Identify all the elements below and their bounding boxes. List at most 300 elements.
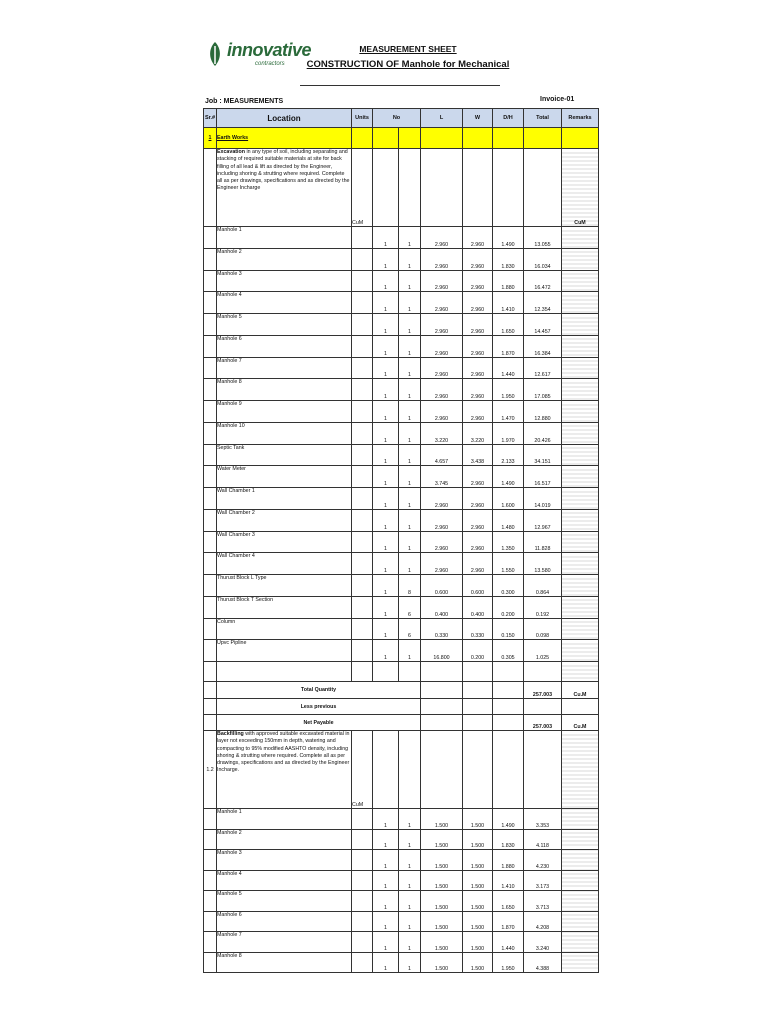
table-row [204, 891, 599, 912]
total-cell: 14.019 [524, 488, 562, 510]
total-cell: 16.384 [524, 335, 562, 357]
width-cell: 1.500 [463, 870, 493, 891]
depth-cell: 1.950 [493, 952, 524, 973]
width-cell: 2.960 [463, 553, 493, 575]
empty-cell [524, 662, 562, 682]
remarks-cell [562, 662, 599, 682]
no-cell: 1 [399, 809, 421, 830]
col-location: Location [217, 109, 352, 128]
length-cell: 1.500 [421, 932, 463, 953]
total-cell: 3.713 [524, 891, 562, 912]
sr-cell [204, 444, 217, 466]
remarks-cell [562, 575, 599, 597]
empty-cell [399, 662, 421, 682]
no-cell: 8 [399, 575, 421, 597]
col-total: Total [524, 109, 562, 128]
depth-cell: 1.650 [493, 314, 524, 336]
no-cell: 1 [399, 314, 421, 336]
empty-cell [463, 731, 493, 809]
remarks-cell [562, 618, 599, 640]
length-cell: 0.400 [421, 596, 463, 618]
width-cell: 1.500 [463, 932, 493, 953]
company-logo [205, 40, 312, 76]
depth-cell: 1.550 [493, 553, 524, 575]
length-cell: 2.960 [421, 335, 463, 357]
width-cell: 3.438 [463, 444, 493, 466]
width-cell: 1.500 [463, 829, 493, 850]
length-cell: 2.960 [421, 357, 463, 379]
depth-cell: 1.880 [493, 850, 524, 871]
table-row [204, 575, 599, 597]
table-row [204, 850, 599, 871]
location-cell: Wall Chamber 3 [217, 531, 352, 553]
table-row [204, 270, 599, 292]
location-cell: Manhole 2 [217, 248, 352, 270]
sr-cell [204, 870, 217, 891]
empty-cell [204, 662, 217, 682]
unit-cell [352, 531, 373, 553]
section-number: 1 [204, 128, 217, 149]
sr-cell [204, 596, 217, 618]
remarks-cell [562, 422, 599, 444]
length-cell: 1.500 [421, 809, 463, 830]
total-cell: 16.517 [524, 466, 562, 488]
sr-cell [204, 335, 217, 357]
sr-cell [204, 850, 217, 871]
length-cell: 2.960 [421, 248, 463, 270]
length-cell: 2.960 [421, 270, 463, 292]
depth-cell: 1.410 [493, 292, 524, 314]
unit-cell [352, 809, 373, 830]
sr-cell [204, 699, 217, 715]
empty-cell [493, 715, 524, 731]
total-cell: 4.118 [524, 829, 562, 850]
location-cell: Manhole 4 [217, 292, 352, 314]
unit-cell [352, 829, 373, 850]
remarks-cell [562, 292, 599, 314]
depth-cell: 1.440 [493, 357, 524, 379]
sr-cell [204, 932, 217, 953]
multiplier-cell: 1 [373, 292, 399, 314]
less-previous-row-label: Less previous [217, 699, 421, 715]
width-cell: 1.500 [463, 850, 493, 871]
unit-cell [352, 248, 373, 270]
table-row [204, 401, 599, 423]
logo-subtitle: contractors [255, 61, 285, 67]
width-cell: 2.960 [463, 466, 493, 488]
location-cell: Water Meter [217, 466, 352, 488]
total-cell: 12.617 [524, 357, 562, 379]
col-sr: Sr.# [204, 109, 217, 128]
net-payable-row-unit: Cu.M [562, 715, 599, 731]
total-cell: 12.354 [524, 292, 562, 314]
remarks-cell [562, 891, 599, 912]
location-cell: Manhole 8 [217, 379, 352, 401]
empty-cell [421, 715, 463, 731]
location-cell: Manhole 10 [217, 422, 352, 444]
depth-cell: 1.440 [493, 932, 524, 953]
remarks-cell [562, 379, 599, 401]
length-cell: 0.600 [421, 575, 463, 597]
table-row [204, 379, 599, 401]
remarks-cell [562, 596, 599, 618]
remarks-cell [562, 952, 599, 973]
length-cell: 2.960 [421, 379, 463, 401]
unit-cell [352, 891, 373, 912]
length-cell: 2.960 [421, 292, 463, 314]
table-row [204, 422, 599, 444]
empty-cell [399, 731, 421, 809]
unit-cell [352, 314, 373, 336]
remarks-cell [562, 128, 599, 149]
remarks-cell [562, 335, 599, 357]
multiplier-cell: 1 [373, 335, 399, 357]
remarks-cell [562, 640, 599, 662]
remarks-cell [562, 357, 599, 379]
depth-cell: 0.200 [493, 596, 524, 618]
multiplier-cell: 1 [373, 248, 399, 270]
total-quantity-row-value: 257.003 [524, 682, 562, 699]
location-cell: Septic Tank [217, 444, 352, 466]
location-cell: Thurust Block L Type [217, 575, 352, 597]
no-cell: 1 [399, 270, 421, 292]
remarks-cell [562, 809, 599, 830]
table-row [204, 292, 599, 314]
sr-cell [204, 227, 217, 249]
multiplier-cell: 1 [373, 401, 399, 423]
width-cell: 2.960 [463, 227, 493, 249]
remarks-cell [562, 531, 599, 553]
location-cell: Manhole 6 [217, 911, 352, 932]
no-cell: 1 [399, 357, 421, 379]
multiplier-cell: 1 [373, 829, 399, 850]
table-row [204, 444, 599, 466]
col-w: W [463, 109, 493, 128]
depth-cell: 1.650 [493, 891, 524, 912]
sr-cell [204, 314, 217, 336]
multiplier-cell: 1 [373, 357, 399, 379]
table-row [204, 531, 599, 553]
width-cell: 1.500 [463, 809, 493, 830]
width-cell: 0.200 [463, 640, 493, 662]
table-row [204, 466, 599, 488]
no-cell: 1 [399, 379, 421, 401]
empty-cell [463, 699, 493, 715]
depth-cell: 1.470 [493, 401, 524, 423]
length-cell: 16.800 [421, 640, 463, 662]
sheet-subtitle: CONSTRUCTION OF Manhole for Mechanical [306, 59, 510, 70]
remarks-cell [562, 444, 599, 466]
no-cell: 1 [399, 870, 421, 891]
depth-cell: 1.490 [493, 809, 524, 830]
depth-cell: 1.970 [493, 422, 524, 444]
empty-cell [421, 731, 463, 809]
sr-cell [204, 715, 217, 731]
sr-cell [204, 488, 217, 510]
length-cell: 0.330 [421, 618, 463, 640]
excavation-description: Excavation in any type of soil, including separating and stacking of required suitable materials at site for back filling of all lead & lift as directed by the Engineer, including shoring & strutting where required. Complete all as per drawings, specifications and as directed by the Engineer Incharge [217, 149, 352, 227]
location-cell: Manhole 5 [217, 314, 352, 336]
total-cell: 12.967 [524, 509, 562, 531]
total-cell: 4.230 [524, 850, 562, 871]
length-cell: 3.220 [421, 422, 463, 444]
total-cell: 17.085 [524, 379, 562, 401]
depth-cell: 1.830 [493, 248, 524, 270]
multiplier-cell: 1 [373, 640, 399, 662]
multiplier-cell: 1 [373, 932, 399, 953]
total-cell: 0.192 [524, 596, 562, 618]
multiplier-cell: 1 [373, 891, 399, 912]
depth-cell: 1.600 [493, 488, 524, 510]
multiplier-cell: 1 [373, 575, 399, 597]
length-cell: 1.500 [421, 870, 463, 891]
logo-wordmark: innovative [227, 40, 312, 60]
unit-cell [352, 870, 373, 891]
total-quantity-row-label: Total Quantity [217, 682, 421, 699]
empty-cell [493, 699, 524, 715]
backfilling-description-row [204, 731, 599, 809]
location-cell: Manhole 7 [217, 932, 352, 953]
multiplier-cell: 1 [373, 618, 399, 640]
sr-cell [204, 891, 217, 912]
unit-cell [352, 466, 373, 488]
sr-cell [204, 401, 217, 423]
length-cell: 2.960 [421, 314, 463, 336]
total-cell: 4.208 [524, 911, 562, 932]
no-cell: 1 [399, 466, 421, 488]
logo-leaf-icon [205, 40, 225, 68]
unit-cell [352, 422, 373, 444]
sr-cell [204, 248, 217, 270]
unit-cell [352, 952, 373, 973]
remarks-cell [562, 248, 599, 270]
total-cell: 3.353 [524, 809, 562, 830]
multiplier-cell: 1 [373, 227, 399, 249]
title-divider [300, 85, 500, 86]
total-cell: 34.151 [524, 444, 562, 466]
net-payable-row-label: Net Payable [217, 715, 421, 731]
location-cell: Manhole 2 [217, 829, 352, 850]
remarks-cell [562, 509, 599, 531]
width-cell: 2.960 [463, 357, 493, 379]
unit-cell [352, 292, 373, 314]
location-cell: Manhole 6 [217, 335, 352, 357]
multiplier-cell: 1 [373, 952, 399, 973]
width-cell: 3.220 [463, 422, 493, 444]
location-cell: Wall Chamber 4 [217, 553, 352, 575]
no-cell: 1 [399, 509, 421, 531]
empty-cell [421, 682, 463, 699]
depth-cell: 2.133 [493, 444, 524, 466]
no-cell: 1 [399, 932, 421, 953]
empty-cell [352, 662, 373, 682]
width-cell: 1.500 [463, 911, 493, 932]
sr-cell [204, 952, 217, 973]
remarks-cell [562, 911, 599, 932]
unit-cell [352, 335, 373, 357]
width-cell: 0.330 [463, 618, 493, 640]
depth-cell: 0.300 [493, 575, 524, 597]
table-row [204, 911, 599, 932]
empty-cell [524, 731, 562, 809]
unit-cell [352, 553, 373, 575]
depth-cell: 1.880 [493, 270, 524, 292]
no-cell: 1 [399, 335, 421, 357]
width-cell: 2.960 [463, 314, 493, 336]
section-title: Earth Works [217, 128, 352, 149]
table-row [204, 829, 599, 850]
total-cell: 20.426 [524, 422, 562, 444]
unit-cell [352, 270, 373, 292]
remarks-cell [562, 401, 599, 423]
remarks-cell [562, 466, 599, 488]
total-cell: 12.880 [524, 401, 562, 423]
unit-cell [352, 596, 373, 618]
section-earth-works [204, 128, 599, 149]
unit-cell [352, 227, 373, 249]
depth-cell: 1.950 [493, 379, 524, 401]
col-no: No [373, 109, 421, 128]
width-cell: 2.960 [463, 292, 493, 314]
location-cell: Wall Chamber 2 [217, 509, 352, 531]
width-cell: 2.960 [463, 509, 493, 531]
col-units: Units [352, 109, 373, 128]
multiplier-cell: 1 [373, 850, 399, 871]
no-cell: 1 [399, 640, 421, 662]
unit-cell [352, 401, 373, 423]
remarks-cell [562, 850, 599, 871]
unit-cell [352, 911, 373, 932]
length-cell: 1.500 [421, 952, 463, 973]
no-cell: 6 [399, 596, 421, 618]
empty-cell [421, 699, 463, 715]
length-cell: 1.500 [421, 829, 463, 850]
sr-cell [204, 553, 217, 575]
length-cell: 2.960 [421, 488, 463, 510]
remarks-cell [562, 553, 599, 575]
location-cell: Manhole 3 [217, 850, 352, 871]
sr-cell [204, 422, 217, 444]
sr-cell [204, 829, 217, 850]
measurement-table [203, 108, 599, 973]
depth-cell: 1.830 [493, 829, 524, 850]
no-cell: 1 [399, 422, 421, 444]
multiplier-cell: 1 [373, 466, 399, 488]
width-cell: 0.400 [463, 596, 493, 618]
unit-cell [352, 932, 373, 953]
no-cell: 1 [399, 227, 421, 249]
empty-cell [373, 662, 399, 682]
multiplier-cell: 1 [373, 444, 399, 466]
depth-cell: 1.410 [493, 870, 524, 891]
width-cell: 1.500 [463, 952, 493, 973]
remarks-cell: CuM [562, 149, 599, 227]
col-l: L [421, 109, 463, 128]
backfilling-description: Backfilling with approved suitable excavated material in layer not exceeding 150mm in depth, watering and compacting to 95% modified AASHTO density, including shoring & strutting where required. Complete all as per drawings, specifications and as directed by the Engineer Incharge. [217, 731, 352, 809]
sr-cell [204, 357, 217, 379]
total-cell: 1.025 [524, 640, 562, 662]
location-cell: Manhole 9 [217, 401, 352, 423]
length-cell: 2.960 [421, 227, 463, 249]
total-cell: 0.864 [524, 575, 562, 597]
length-cell: 2.960 [421, 553, 463, 575]
job-label: Job : MEASUREMENTS [205, 98, 284, 105]
location-cell: Manhole 3 [217, 270, 352, 292]
no-cell: 1 [399, 292, 421, 314]
length-cell: 1.500 [421, 891, 463, 912]
sr-cell [204, 618, 217, 640]
width-cell: 2.960 [463, 335, 493, 357]
net-payable-row [204, 715, 599, 731]
no-cell: 1 [399, 531, 421, 553]
table-row [204, 596, 599, 618]
table-row [204, 357, 599, 379]
no-cell: 1 [399, 891, 421, 912]
width-cell: 2.960 [463, 401, 493, 423]
col-remarks: Remarks [562, 109, 599, 128]
no-cell: 1 [399, 444, 421, 466]
location-cell: Manhole 4 [217, 870, 352, 891]
invoice-label: Invoice-01 [540, 96, 575, 103]
sr-cell [204, 682, 217, 699]
depth-cell: 1.490 [493, 227, 524, 249]
no-cell: 6 [399, 618, 421, 640]
total-cell: 16.034 [524, 248, 562, 270]
table-row [204, 488, 599, 510]
multiplier-cell: 1 [373, 379, 399, 401]
width-cell: 2.960 [463, 488, 493, 510]
location-cell: Manhole 5 [217, 891, 352, 912]
length-cell: 1.500 [421, 850, 463, 871]
unit-cell [352, 618, 373, 640]
remarks-cell [562, 314, 599, 336]
no-cell: 1 [399, 850, 421, 871]
multiplier-cell: 1 [373, 553, 399, 575]
multiplier-cell: 1 [373, 314, 399, 336]
sr-cell [204, 379, 217, 401]
sheet-title: MEASUREMENT SHEET [359, 44, 457, 54]
table-row [204, 952, 599, 973]
excavation-description-row [204, 149, 599, 227]
total-cell: 3.173 [524, 870, 562, 891]
total-quantity-row-unit: Cu.M [562, 682, 599, 699]
total-cell: 13.055 [524, 227, 562, 249]
total-cell: 13.580 [524, 553, 562, 575]
sr-cell [204, 575, 217, 597]
unit-cell [352, 850, 373, 871]
blank-row [204, 662, 599, 682]
remarks-cell [562, 227, 599, 249]
length-cell: 2.960 [421, 401, 463, 423]
table-row [204, 640, 599, 662]
multiplier-cell: 1 [373, 870, 399, 891]
sr-cell [204, 640, 217, 662]
location-cell: Manhole 7 [217, 357, 352, 379]
sr-cell [204, 531, 217, 553]
sr-cell [204, 809, 217, 830]
total-cell: 3.240 [524, 932, 562, 953]
no-cell: 1 [399, 553, 421, 575]
width-cell: 2.960 [463, 379, 493, 401]
multiplier-cell: 1 [373, 509, 399, 531]
unit-cell [352, 488, 373, 510]
location-cell: Upvc Pipline [217, 640, 352, 662]
remarks-cell [562, 829, 599, 850]
empty-cell [373, 731, 399, 809]
net-payable-row-value: 257.003 [524, 715, 562, 731]
remarks-cell [562, 870, 599, 891]
total-cell: 16.472 [524, 270, 562, 292]
